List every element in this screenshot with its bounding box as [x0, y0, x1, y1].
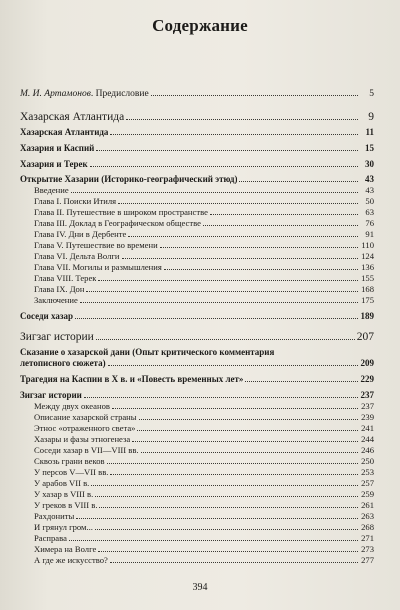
toc-section: Соседи хазар 189 [20, 311, 374, 321]
toc-subentry: Этнос «отраженного света» 241 [34, 423, 374, 433]
toc-subentry: Глава IV. Дни в Дербенте 91 [34, 229, 374, 239]
toc-section: Хазария и Терек 30 [20, 159, 374, 169]
leader-dots [151, 88, 358, 96]
toc-subentry: Глава V. Путешествие во времени 110 [34, 240, 374, 250]
toc-subentry: Заключение 175 [34, 295, 374, 305]
toc-subentry: Химера на Волге 273 [34, 544, 374, 554]
toc-section: Зигзаг истории 237 [20, 390, 374, 400]
toc-subentry: Сквозь грани веков 250 [34, 456, 374, 466]
toc-subentry: Хазары и фазы этногенеза 244 [34, 434, 374, 444]
page-ref: 5 [369, 89, 374, 99]
toc-section: Трагедия на Каспии в X в. и «Повесть временных лет» 229 [20, 374, 374, 384]
toc-subentry: У арабов VII в. 257 [34, 478, 374, 488]
toc-subentry: Глава VI. Дельта Волги 124 [34, 251, 374, 261]
toc-subentry: У хазар в VIII в. 259 [34, 489, 374, 499]
toc-subentry: А где же искусство? 277 [34, 555, 374, 565]
toc-subentry: Описание хазарской страны 239 [34, 412, 374, 422]
toc-subentry: Расправа 271 [34, 533, 374, 543]
toc-subentry: И грянул гром... 268 [34, 522, 374, 532]
toc-subentry: Глава I. Поиски Итиля 50 [34, 196, 374, 206]
preface-label: Предисловие [95, 89, 149, 99]
toc-subentry: Введение 43 [34, 185, 374, 195]
page-ref: 207 [356, 331, 374, 343]
preface-author: М. И. Артамонов [20, 89, 91, 99]
toc-section: Хазария и Каспий 15 [20, 143, 374, 153]
leader-dots [126, 112, 358, 120]
toc-section: Хазарская Атлантида 11 [20, 127, 374, 137]
toc-entry-preface: М. И. Артамонов. Предисловие 5 [20, 89, 374, 99]
toc-part: Зигзаг истории 207 [20, 331, 374, 343]
toc-subentry: Соседи хазар в VII—VIII вв. 246 [34, 445, 374, 455]
toc-subentry: Глава III. Доклад в Географическом обществе 76 [34, 218, 374, 228]
leader-dots [96, 332, 355, 340]
toc-subentry: У греков в VIII в. 261 [34, 500, 374, 510]
page-title: Содержание [152, 16, 248, 35]
toc-part: Хазарская Атлантида 9 [20, 111, 374, 123]
page-number: 394 [192, 582, 208, 593]
toc-subentry: Глава IX. Дон 168 [34, 284, 374, 294]
toc-section: Открытие Хазарии (Историко-географический этюд) 43 [20, 174, 374, 184]
toc-section: летописного сюжета) 209 [20, 358, 374, 368]
toc-subentry: Между двух океанов 237 [34, 401, 374, 411]
toc-subentry: У персов V—VII вв. 253 [34, 467, 374, 477]
toc-subentry: Рахдониты 263 [34, 511, 374, 521]
toc-section: Сказание о хазарской дани (Опыт критического комментария [20, 347, 275, 357]
toc-subentry: Глава VII. Могилы и размышления 136 [34, 262, 374, 272]
toc-subentry: Глава II. Путешествие в широком пространстве 63 [34, 207, 374, 217]
toc-subentry: Глава VIII. Терек 155 [34, 273, 374, 283]
page-ref: 9 [368, 111, 374, 123]
